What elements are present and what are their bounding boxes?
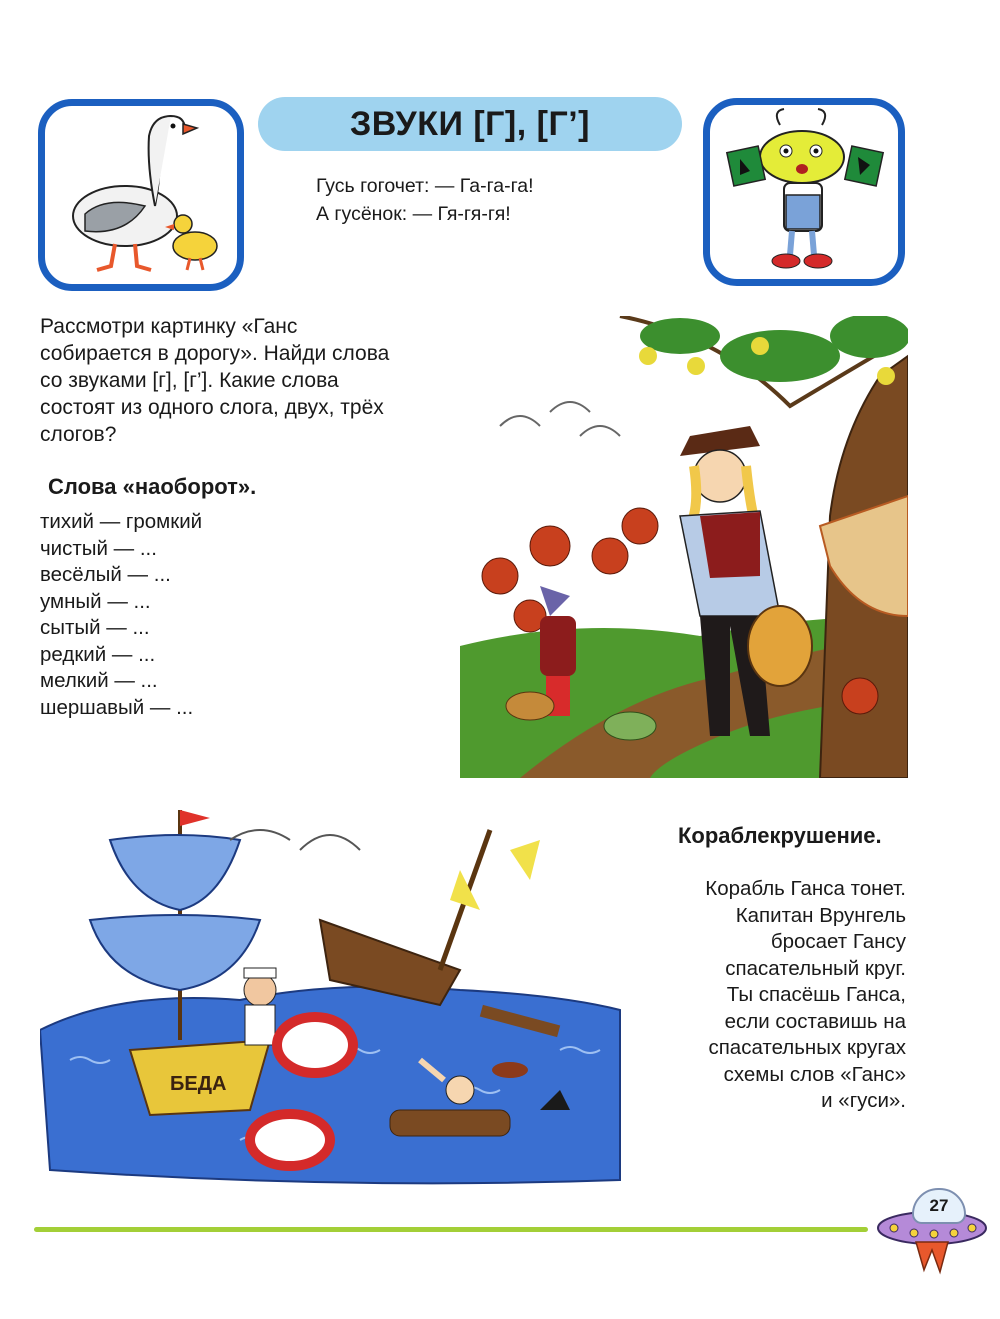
task-line: со звуками [г], [г’]. Какие слова — [40, 369, 339, 392]
poem — [316, 172, 534, 228]
page-number: 27 — [912, 1188, 966, 1224]
shipwreck-line: Ты спасёшь Ганса, — [726, 983, 906, 1006]
opposite-pair: умный — ... — [40, 589, 151, 613]
opposite-pair: шершавый — ... — [40, 695, 194, 719]
shipwreck-line: Корабль Ганса тонет. — [705, 877, 906, 900]
poem-line: Гусь гогочет: — Га-га-га! — [316, 175, 534, 197]
shipwreck-line: бросает Гансу — [770, 930, 906, 953]
shipwreck-line: и «гуси». — [821, 1089, 906, 1112]
opposite-pair: мелкий — ... — [40, 669, 158, 692]
task-line: Рассмотри картинку «Ганс — [40, 315, 298, 338]
opposites-list — [40, 509, 202, 721]
shipwreck-line: если составишь на — [724, 1009, 906, 1033]
shipwreck-illustration — [40, 790, 640, 1190]
goose-picture-frame — [38, 99, 244, 291]
task-line: собирается в дорогу». Найди слова — [40, 342, 390, 365]
footer-divider — [34, 1227, 868, 1232]
opposite-pair: чистый — ... — [40, 536, 157, 560]
opposites-heading: Слова «наоборот». — [48, 474, 257, 499]
task-paragraph — [40, 313, 440, 448]
page-title: ЗВУКИ [Г], [Г’] — [258, 97, 682, 151]
opposite-pair: весёлый — ... — [40, 563, 171, 586]
hans-with-guitar-illustration — [460, 316, 908, 778]
shipwreck-line: Капитан Врунгель — [735, 903, 906, 927]
shipwreck-heading: Кораблекрушение. — [678, 823, 882, 848]
poem-line: А гусёнок: — Гя-гя-гя! — [316, 203, 511, 225]
shipwreck-line: спасательный круг. — [725, 956, 906, 980]
shipwreck-line: схемы слов «Ганс» — [723, 1062, 906, 1086]
task-line: состоят из одного слога, двух, трёх — [40, 396, 384, 419]
task-line: слогов? — [40, 423, 117, 446]
alien-with-cards-icon — [710, 105, 898, 279]
goose-with-gosling-icon — [45, 106, 237, 284]
opposite-pair: редкий — ... — [40, 642, 156, 666]
shipwreck-line: спасательных кругах — [708, 1036, 906, 1059]
shipwreck-paragraph — [646, 876, 906, 1115]
alien-picture-frame — [703, 98, 905, 286]
opposite-pair: тихий — громкий — [40, 510, 203, 533]
boat-name: БЕДА — [170, 1073, 227, 1095]
opposite-pair: сытый — ... — [40, 616, 150, 639]
